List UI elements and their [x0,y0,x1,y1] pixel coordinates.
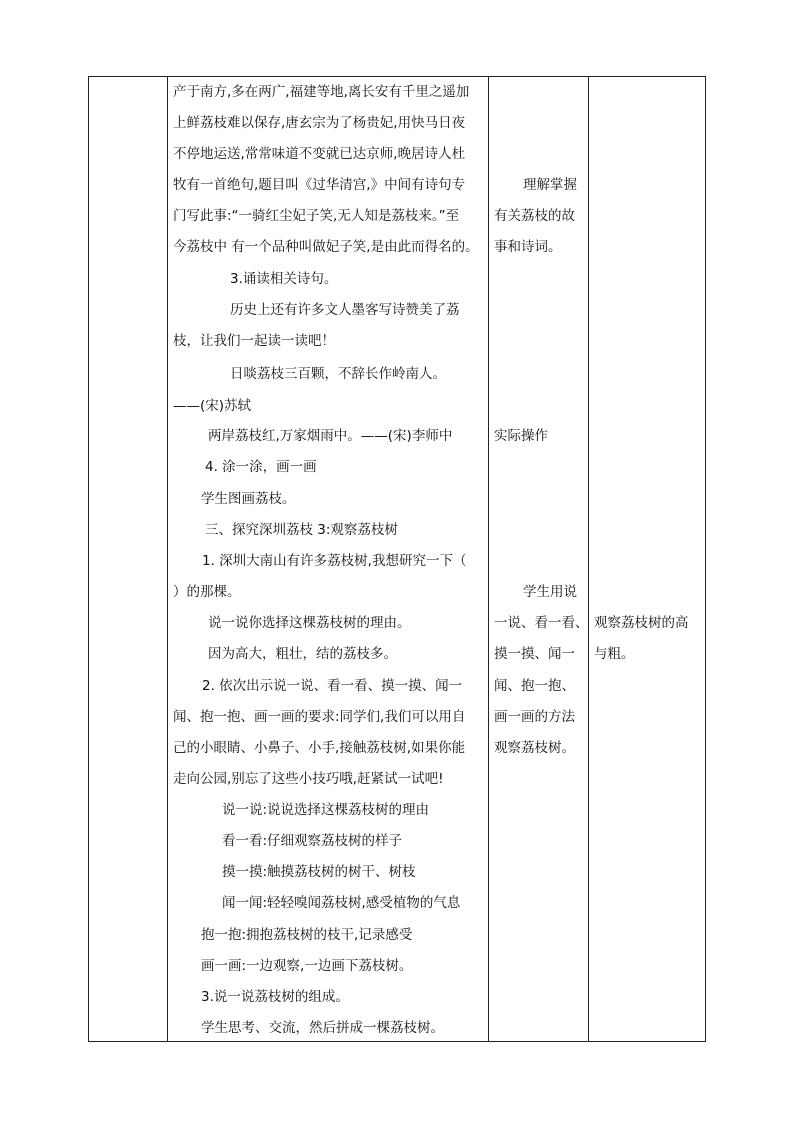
process-text-line: 不停地运送,常常味道不变就已达京师,晚居诗人杜 [173,146,466,162]
student-activity-line: 实际操作 [494,428,548,444]
process-text-line: 3.说一说荔枝树的组成。 [201,989,349,1005]
process-text-line: 产于南方,多在两广,福建等地,离长安有千里之遥加 [173,84,470,100]
section-heading: 三、探究深圳荔枝 3:观察荔枝树 [205,522,398,538]
process-text-line: 学生思考、交流，然后拼成一棵荔枝树。 [201,1020,444,1036]
process-text-line: 走向公园,别忘了这些小技巧哦,赶紧试一试吧! [173,771,444,787]
poem-line: 日啖荔枝三百颗，不辞长作岭南人。 [230,366,446,382]
student-activity-line: 闻、抱一抱、 [494,678,575,694]
activity-line: 抱一抱:拥抱荔枝树的枝干,记录感受 [201,927,413,943]
activity-line: 闻一闻:轻轻嗅闻荔枝树,感受植物的气息 [222,895,461,911]
process-text-line: 闻、抱一抱、画一画的要求:同学们,我们可以用自 [173,709,466,725]
process-text-line: 3.诵读相关诗句。 [230,271,338,287]
column-divider [167,76,168,1042]
activity-line: 摸一摸:触摸荔枝树的树干、树枝 [222,864,416,880]
process-text-line: 门写此事:“一骑红尘妃子笑,无人知是荔枝来。”至 [173,208,460,224]
process-text-line: 枝，让我们一起读一读吧！ [173,333,335,349]
column-divider [488,76,489,1042]
process-text-line: 因为高大，粗壮，结的荔枝多。 [208,646,397,662]
student-activity-line: 观察荔枝树。 [494,740,575,756]
design-intent-line: 观察荔枝树的高 [594,615,689,631]
activity-line: 看一看:仔细观察荔枝树的样子 [222,833,403,849]
process-text-line: 1. 深圳大南山有许多荔枝树,我想研究一下（ [202,553,467,569]
process-text-line: 今荔枝中 有一个品种叫做妃子笑,是由此而得名的。 [173,239,479,255]
student-activity-line: 一说、看一看、 [494,615,589,631]
process-text-line: 2. 依次出示说一说、看一看、摸一摸、闻一 [202,678,463,694]
process-text-line: 牧有一首绝句,题目叫《过华清宫,》中间有诗句专 [173,177,466,193]
process-text-line: 上鲜荔枝难以保存,唐玄宗为了杨贵妃,用快马日夜 [173,115,466,131]
poem-author: ——(宋)苏轼 [173,398,252,414]
student-activity-line: 理解掌握 [523,177,577,193]
process-text-line: 说一说你选择这棵荔枝树的理由。 [208,615,411,631]
poem-line: 两岸荔枝红,万家烟雨中。——(宋)李师中 [208,428,453,444]
student-activity-line: 摸一摸、闻一 [494,646,575,662]
process-text-line: 己的小眼睛、小鼻子、小手,接触荔枝树,如果你能 [173,740,466,756]
student-activity-line: 有关荔枝的故 [494,208,575,224]
process-text-line: 学生图画荔枝。 [201,491,296,507]
student-activity-line: 事和诗词。 [494,239,562,255]
student-activity-line: 画一画的方法 [494,709,575,725]
student-activity-line: 学生用说 [523,584,577,600]
process-text-line: 4. 涂一涂，画一画 [205,459,317,475]
column-divider [588,76,589,1042]
activity-line: 说一说:说说选择这棵荔枝树的理由 [222,802,430,818]
process-text-line: 历史上还有许多文人墨客写诗赞美了荔 [230,302,460,318]
design-intent-line: 与粗。 [594,646,635,662]
activity-line: 画一画:一边观察,一边画下荔枝树。 [201,958,413,974]
process-text-line: ）的那棵。 [173,584,241,600]
